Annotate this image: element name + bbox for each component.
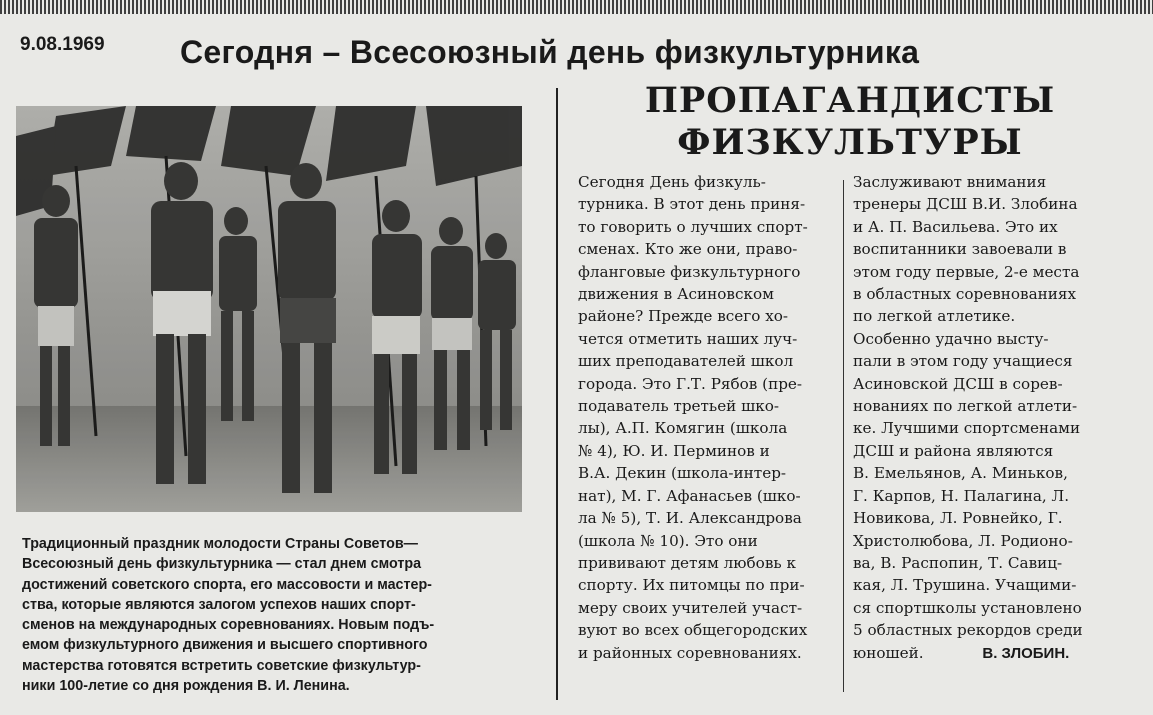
text-line: по легкой атлетике.: [853, 307, 1016, 326]
text-line: В.А. Декин (школа-интер-: [578, 464, 787, 483]
caption-line: достижений советского спорта, его массовости и мастер-: [22, 576, 432, 593]
text-line: ке. Лучшими спортсменами: [853, 419, 1081, 438]
text-line: в областных соревнованиях: [853, 285, 1077, 304]
text-line: В. Емельянов, А. Миньков,: [853, 464, 1068, 483]
text-line: подаватель третьей шко-: [578, 397, 780, 416]
article-title-line: ФИЗКУЛЬТУРЫ: [677, 122, 1023, 163]
article-column-1: [578, 171, 836, 664]
text-line: и районных соревнованиях.: [578, 643, 802, 662]
author-signature: В. ЗЛОБИН.: [982, 644, 1070, 662]
text-line: нат), М. Г. Афанасьев (шко-: [578, 486, 801, 505]
text-line: лы), А.П. Комягин (школа: [578, 419, 788, 438]
article-column-2: [853, 171, 1115, 665]
text-line: пали в этом году учащиеся: [853, 352, 1073, 371]
text-line: ла № 5), Т. И. Александрова: [578, 509, 802, 528]
text-line: 5 областных рекордов среди: [853, 621, 1083, 640]
text-line: меру своих учителей участ-: [578, 598, 803, 617]
caption-line: Традиционный праздник молодости Страны Советов—: [22, 536, 418, 552]
text-line: Заслуживают внимания: [853, 173, 1047, 191]
text-line: Г. Карпов, Н. Палагина, Л.: [853, 486, 1070, 505]
text-line: турника. В этот день приня-: [578, 195, 806, 214]
text-line: и А. П. Васильева. Это их: [853, 217, 1058, 236]
text-line: кая, Л. Трушина. Учащими-: [853, 576, 1077, 595]
text-line: Новикова, Л. Ровнейко, Г.: [853, 509, 1063, 528]
text-line: то говорить о лучших спорт-: [578, 217, 808, 236]
text-line: сменах. Кто же они, право-: [578, 240, 798, 259]
masthead-rule: [0, 0, 1153, 14]
caption-line: Всесоюзный день физкультурника — стал днем смотра: [22, 556, 422, 573]
caption-line: сменов на международных соревнованиях. Новым подъ-: [22, 617, 435, 634]
news-photo: [16, 106, 522, 512]
text-line: ва, В. Распопин, Т. Савиц-: [853, 553, 1063, 572]
text-line: фланговые физкультурного: [578, 262, 801, 281]
caption-line: емом физкультурного движения и высшего спортивного: [22, 637, 428, 654]
text-line: ших преподавателей школ: [578, 352, 794, 371]
caption-line: мастерства готовятся встретить советские физкультур-: [22, 657, 421, 674]
text-line: воспитанники завоевали в: [853, 240, 1067, 259]
text-line: прививают детям любовь к: [578, 553, 796, 572]
article-title: [610, 80, 1090, 164]
text-line: Христолюбова, Л. Родионо-: [853, 531, 1073, 550]
text-line: города. Это Г.Т. Рябов (пре-: [578, 374, 803, 393]
text-line: этом году первые, 2-е места: [853, 262, 1080, 281]
text-line: ДСШ и района являются: [853, 441, 1054, 460]
text-line: вуют во всех общегородских: [578, 621, 808, 640]
column-divider: [556, 88, 558, 700]
article-title-line: ПРОПАГАНДИСТЫ: [644, 80, 1056, 121]
text-line: ся спортшколы установлено: [853, 598, 1082, 617]
caption-line: ства, которые являются залогом успехов наших спорт-: [22, 596, 416, 613]
page-headline: Сегодня – Всесоюзный день физкультурника: [180, 34, 920, 70]
text-line: юношей.: [853, 643, 924, 662]
issue-date: 9.08.1969: [20, 34, 105, 55]
text-line: спорту. Их питомцы по при-: [578, 576, 805, 595]
text-line: движения в Асиновском: [578, 285, 774, 304]
photo-caption: [22, 534, 527, 696]
text-line: тренеры ДСШ В.И. Злобина: [853, 195, 1078, 214]
text-line: № 4), Ю. И. Перминов и: [578, 441, 770, 460]
caption-line: ники 100-летие со дня рождения В. И. Ленина.: [22, 678, 350, 695]
parade-photo-illustration: [16, 106, 522, 512]
text-line: нованиях по легкой атлети-: [853, 397, 1078, 416]
text-line: Особенно удачно высту-: [853, 329, 1049, 348]
text-line: (школа № 10). Это они: [578, 531, 758, 550]
column-divider: [843, 180, 844, 692]
text-line: районе? Прежде всего хо-: [578, 307, 789, 326]
text-line: Асиновской ДСШ в сорев-: [853, 374, 1063, 393]
text-line: Сегодня День физкуль-: [578, 173, 766, 191]
text-line: чется отметить наших луч-: [578, 329, 798, 348]
final-line: [853, 642, 1115, 665]
